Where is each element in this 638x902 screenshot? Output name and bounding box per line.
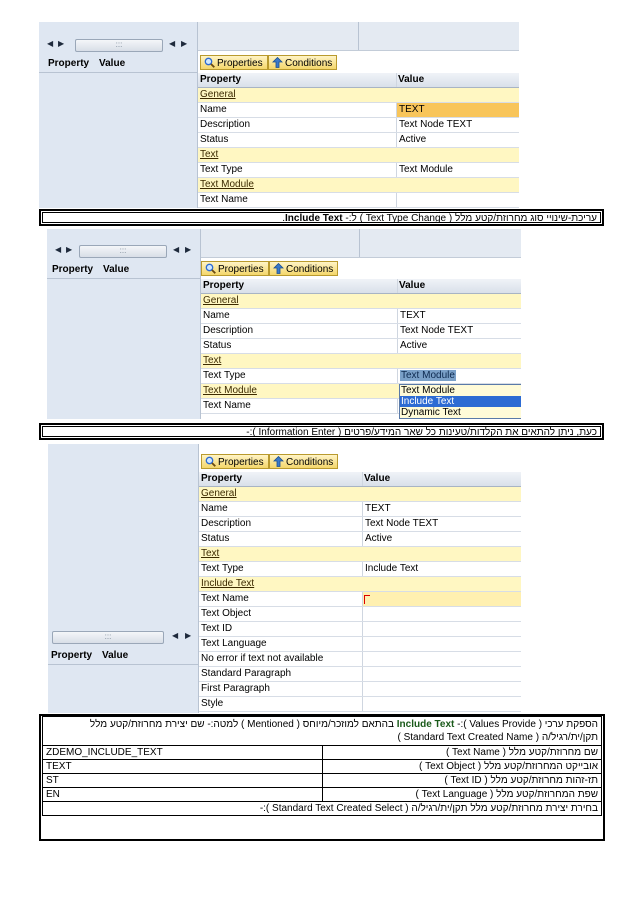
grid-header [201, 279, 521, 294]
property-label: Text Type [200, 164, 243, 175]
property-value[interactable]: Text Node TEXT [399, 119, 473, 130]
table-row [43, 774, 602, 788]
right-pane [199, 444, 521, 713]
grid-row-text-object[interactable] [199, 607, 521, 622]
magnifier-icon [205, 456, 216, 467]
section-label: Text Module [203, 385, 257, 396]
tab-properties[interactable] [200, 55, 268, 70]
column-divider [397, 279, 398, 293]
column-divider [362, 697, 363, 711]
grid-row-status[interactable] [198, 133, 519, 148]
conditions-icon [273, 456, 284, 467]
column-divider [362, 622, 363, 636]
grid-row-no-error-if-text-not-available[interactable] [199, 652, 521, 667]
conditions-icon [273, 263, 284, 274]
property-value[interactable]: Text Module [399, 164, 453, 175]
values-provide-intro [43, 717, 602, 746]
left-header-property: Property [48, 58, 90, 69]
table-row [43, 746, 602, 760]
property-label: Status [201, 533, 230, 544]
section-label: Text [203, 355, 222, 366]
grid-header [198, 73, 519, 88]
column-divider [362, 562, 363, 576]
column-divider [362, 652, 363, 666]
caption-2-mid: ):- [246, 427, 256, 437]
property-label: Text Type [203, 370, 246, 381]
tab-conditions-label: Conditions [286, 457, 334, 468]
column-divider [362, 502, 363, 516]
text-type-dropdown-current[interactable]: Text Module [401, 370, 455, 381]
property-label: No error if text not available [201, 653, 324, 664]
section-label: General [201, 488, 237, 499]
property-label: Text Language [201, 638, 267, 649]
property-label: Style [201, 698, 224, 709]
property-label: Name [200, 104, 227, 115]
dropdown-option[interactable]: Text Module [401, 385, 455, 396]
grid-row-description[interactable] [201, 324, 521, 339]
scroll-thumb[interactable]: ::: [79, 245, 167, 258]
grid-section-general[interactable] [199, 487, 521, 502]
top-toolbar-band [201, 229, 521, 258]
column-divider [362, 607, 363, 621]
grid-row-text-name[interactable] [199, 592, 521, 607]
grid-row-text-type[interactable] [199, 562, 521, 577]
property-label: Standard Paragraph [201, 668, 292, 679]
tab-properties[interactable] [201, 261, 269, 276]
property-label: Status [203, 340, 232, 351]
tab-properties-label: Properties [218, 457, 264, 468]
right-pane [201, 229, 521, 419]
section-label: General [203, 295, 239, 306]
left-header-value: Value [99, 58, 126, 69]
intro-text-b: ):- [454, 719, 467, 730]
left-table-header [47, 262, 200, 279]
intro-term: Values Provide [466, 719, 539, 730]
grid-row-style[interactable] [199, 697, 521, 712]
column-divider [397, 399, 398, 413]
property-value[interactable]: Active [365, 533, 393, 544]
property-value[interactable]: TEXT [399, 104, 425, 115]
left-header-property: Property [51, 650, 93, 661]
caption-2-text: כעת, ניתן להתאים את הקלדות/טעינות כל שאר המידע/פרטים ( [338, 427, 597, 437]
left-table-header [39, 56, 197, 73]
intro-text-a: הספקת ערכי ( [538, 719, 598, 730]
caption-1-mid: ) ל:- [345, 213, 363, 223]
section-label: General [200, 89, 236, 100]
left-pane [48, 444, 199, 713]
row-label: שם מחרוזת/קטע מלל ( Text Name ) [323, 746, 602, 760]
grid-row-first-paragraph[interactable] [199, 682, 521, 697]
property-value[interactable]: Active [400, 340, 428, 351]
table-row [43, 760, 602, 774]
scroll-right-icon[interactable]: ▶ [181, 39, 188, 48]
tab-conditions-label: Conditions [286, 264, 334, 275]
grid-row-description[interactable] [199, 517, 521, 532]
scroll-left-icon[interactable]: ◀ [173, 245, 180, 254]
property-label: Description [200, 119, 251, 130]
grid-header-property: Property [201, 473, 243, 484]
section-label: Include Text [201, 578, 255, 589]
property-label: Description [201, 518, 252, 529]
caption-information-enter [39, 423, 604, 440]
grid-section-text[interactable] [201, 354, 521, 369]
scroll-left-icon[interactable]: ◀ [169, 39, 176, 48]
scroll-left-icon[interactable]: ◀ [55, 245, 62, 254]
grid-header-property: Property [203, 280, 245, 291]
column-divider [362, 592, 363, 606]
left-header-value: Value [102, 650, 129, 661]
grid-header-value: Value [398, 74, 425, 85]
column-divider [362, 517, 363, 531]
grid-row-status[interactable] [199, 532, 521, 547]
property-value[interactable]: Active [399, 134, 427, 145]
grid-section-text[interactable] [199, 547, 521, 562]
grid-row-name[interactable] [198, 103, 519, 118]
column-divider [362, 637, 363, 651]
section-label: Text [201, 548, 220, 559]
column-divider [396, 118, 397, 132]
caption-1-bold: Include Text [285, 213, 346, 223]
grid-section-text-module[interactable] [198, 178, 519, 193]
tab-conditions[interactable] [269, 261, 338, 276]
left-scrollbar[interactable] [47, 244, 200, 258]
row-label: שפת המחרוזת/קטע מלל ( Text Language ) [323, 788, 602, 802]
scroll-thumb[interactable]: ::: [52, 631, 164, 644]
column-divider [396, 73, 397, 87]
caption-1-term: Text Type Change [362, 213, 449, 223]
column-divider [396, 103, 397, 117]
property-value[interactable]: Include Text [365, 563, 419, 574]
grid-row-text-id[interactable] [199, 622, 521, 637]
property-label: Text Name [200, 194, 248, 205]
grid-row-name[interactable] [201, 309, 521, 324]
pane-divider [359, 229, 360, 257]
row-value: ST [43, 774, 323, 788]
right-pane [198, 22, 519, 208]
left-scrollbar[interactable] [48, 630, 198, 644]
property-value[interactable]: TEXT [365, 503, 391, 514]
grid-section-include-text[interactable] [199, 577, 521, 592]
property-value[interactable]: Text Node TEXT [400, 325, 474, 336]
caption-1-text: עריכת-שינויי סוג מחרוזת/קטע מלל ( [448, 213, 597, 223]
grid-row-text-name[interactable] [198, 193, 519, 208]
intro-bold: Include Text [396, 719, 455, 730]
column-divider [397, 369, 398, 383]
row-label: תז-זהות מחרוזת/קטע מלל ( Text ID ) [323, 774, 602, 788]
column-divider [362, 472, 363, 486]
grid-row-description[interactable] [198, 118, 519, 133]
column-divider [396, 193, 397, 207]
tab-conditions[interactable] [268, 55, 337, 70]
property-label: Text Type [201, 563, 244, 574]
row-value: ZDEMO_INCLUDE_TEXT [43, 746, 323, 760]
column-divider [396, 133, 397, 147]
grid-header-value: Value [364, 473, 391, 484]
caption-2-term: Information Enter [255, 427, 339, 437]
left-header-value: Value [103, 264, 130, 275]
tab-properties[interactable] [201, 454, 269, 469]
scroll-right-icon[interactable]: ▶ [58, 39, 65, 48]
dropdown-option[interactable]: Dynamic Text [401, 407, 461, 418]
column-divider [362, 532, 363, 546]
column-divider [396, 163, 397, 177]
scroll-right-icon[interactable]: ▶ [185, 631, 192, 640]
caption-1-tail: . [282, 213, 285, 223]
grid-row-standard-paragraph[interactable] [199, 667, 521, 682]
property-label: Text ID [201, 623, 233, 634]
grid-header-property: Property [200, 74, 242, 85]
dropdown-option-selected[interactable]: Include Text [400, 396, 521, 407]
grid-section-text[interactable] [198, 148, 519, 163]
column-divider [362, 682, 363, 696]
property-label: Name [203, 310, 230, 321]
screenshot-1 [39, 22, 519, 208]
property-label: Text Name [203, 400, 251, 411]
column-divider [397, 309, 398, 323]
property-label: Text Name [201, 593, 249, 604]
grid-header [199, 472, 521, 487]
conditions-icon [272, 57, 283, 68]
tab-properties-label: Properties [218, 264, 264, 275]
grid-row-name[interactable] [199, 502, 521, 517]
grid-row-status[interactable] [201, 339, 521, 354]
scroll-thumb[interactable]: ::: [75, 39, 163, 52]
scroll-right-icon[interactable]: ▶ [185, 245, 192, 254]
tab-properties-label: Properties [217, 58, 263, 69]
tab-conditions[interactable] [269, 454, 338, 469]
tab-conditions-label: Conditions [285, 58, 333, 69]
left-pane [39, 22, 198, 208]
property-label: Text Object [201, 608, 252, 619]
grid-row-text-type[interactable] [198, 163, 519, 178]
intro-text-c: בהתאם למוזכר/מיוחס ( Mentioned ) למטה:- שם יצירת מחרוזת/קטע מלל תקן/ית/רגיל/ה ( Standard Text Created Name ) [89, 719, 598, 743]
standard-text-select: בחירת יצירת מחרוזת/קטע מלל תקן/ית/רגיל/ה ( Standard Text Created Select ):- [43, 802, 602, 816]
property-label: Status [200, 134, 229, 145]
property-label: Name [201, 503, 228, 514]
property-label: First Paragraph [201, 683, 270, 694]
column-divider [397, 324, 398, 338]
magnifier-icon [204, 57, 215, 68]
left-pane [47, 229, 201, 419]
property-value[interactable]: TEXT [400, 310, 426, 321]
grid-section-general[interactable] [198, 88, 519, 103]
column-divider [362, 667, 363, 681]
magnifier-icon [205, 263, 216, 274]
scroll-right-icon[interactable]: ▶ [66, 245, 73, 254]
scroll-left-icon[interactable]: ◀ [172, 631, 179, 640]
screenshot-2 [47, 229, 521, 419]
left-table-header [48, 648, 198, 665]
text-type-dropdown[interactable] [399, 384, 521, 419]
grid-row-text-language[interactable] [199, 637, 521, 652]
scroll-left-icon[interactable]: ◀ [47, 39, 54, 48]
section-label: Text Module [200, 179, 254, 190]
grid-header-value: Value [399, 280, 426, 291]
values-provide-table [42, 716, 602, 816]
table-row [43, 788, 602, 802]
screenshot-3 [48, 444, 521, 713]
caption-text-type-change [39, 209, 604, 226]
pane-divider [358, 22, 359, 50]
property-value[interactable]: Text Node TEXT [365, 518, 439, 529]
row-value: TEXT [43, 760, 323, 774]
required-marker [364, 595, 370, 604]
grid-section-general[interactable] [201, 294, 521, 309]
left-scrollbar[interactable] [39, 38, 197, 52]
property-label: Description [203, 325, 254, 336]
row-value: EN [43, 788, 323, 802]
row-label: אובייקט המחרוזת/קטע מלל ( Text Object ) [323, 760, 602, 774]
section-label: Text [200, 149, 219, 160]
column-divider [397, 339, 398, 353]
grid-row-text-type[interactable] [201, 369, 521, 384]
left-header-property: Property [52, 264, 94, 275]
